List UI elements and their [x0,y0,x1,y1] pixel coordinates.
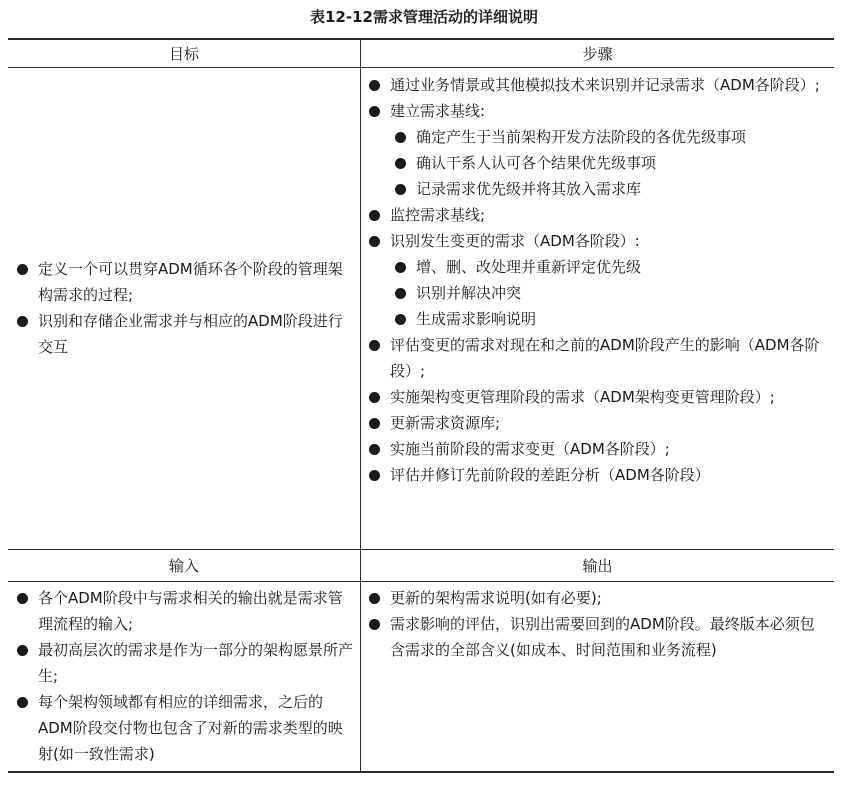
sub-list-item: 记录需求优先级并将其放入需求库 [366,176,828,202]
list-item: 各个ADM阶段中与需求相关的输出就是需求管理流程的输入; [14,585,356,637]
list-item: 更新的架构需求说明(如有必要); [366,585,828,611]
table-top-rule [8,38,834,40]
list-item: 识别发生变更的需求（ADM各阶段）: [366,228,828,254]
bullet-icon [369,80,380,91]
bullet-icon [395,262,406,273]
bullet-icon [369,418,380,429]
list-item: 每个架构领域都有相应的详细需求，之后的ADM阶段交付物也包含了对新的需求类型的映射(如一致性需求) [14,689,356,767]
outputs-header: 输出 [582,557,613,575]
bullet-icon [369,340,380,351]
bullet-icon [369,444,380,455]
section-rule [8,549,834,550]
list-item: 识别和存储企业需求并与相应的ADM阶段进行交互 [14,308,356,360]
bullet-icon [369,392,380,403]
bullet-icon [17,645,28,656]
inputs-cell [14,585,356,767]
list-item: 监控需求基线; [366,202,828,228]
bullet-icon [17,316,28,327]
bullet-icon [17,264,28,275]
list-item: 评估变更的需求对现在和之前的ADM阶段产生的影响（ADM各阶段）; [366,332,828,384]
table-title: 表12-12需求管理活动的详细说明 [310,8,538,26]
list-item: 定义一个可以贯穿ADM循环各个阶段的管理架构需求的过程; [14,256,356,308]
list-item: 实施架构变更管理阶段的需求（ADM架构变更管理阶段）; [366,384,828,410]
header-rule [8,67,834,68]
bullet-icon [17,593,28,604]
bullet-icon [369,236,380,247]
bullet-icon [369,470,380,481]
bullet-icon [369,210,380,221]
steps-header: 步骤 [582,45,613,63]
list-item: 最初高层次的需求是作为一部分的架构愿景所产生; [14,637,356,689]
list-item: 建立需求基线: [366,98,828,124]
sub-list-item: 识别并解决冲突 [366,280,828,306]
bullet-icon [395,132,406,143]
bullet-icon [395,288,406,299]
subheader-rule [8,581,834,582]
sub-list-item: 确认干系人认可各个结果优先级事项 [366,150,828,176]
sub-list-item: 确定产生于当前架构开发方法阶段的各优先级事项 [366,124,828,150]
outputs-cell [366,585,828,663]
bullet-icon [369,593,380,604]
list-item: 需求影响的评估，识别出需要回到的ADM阶段。最终版本必须包含需求的全部含义(如成本、时间范围和业务流程) [366,611,828,663]
sub-list-item: 生成需求影响说明 [366,306,828,332]
steps-cell [366,72,828,488]
list-item: 评估并修订先前阶段的差距分析（ADM各阶段） [366,462,828,488]
list-item: 更新需求资源库; [366,410,828,436]
sub-list-item: 增、删、改处理并重新评定优先级 [366,254,828,280]
list-item: 实施当前阶段的需求变更（ADM各阶段）; [366,436,828,462]
bullet-icon [369,106,380,117]
list-item: 通过业务情景或其他模拟技术来识别并记录需求（ADM各阶段）; [366,72,828,98]
bullet-icon [395,184,406,195]
inputs-header: 输入 [168,557,199,575]
bullet-icon [17,697,28,708]
column-divider [360,40,361,772]
bullet-icon [395,158,406,169]
bullet-icon [369,619,380,630]
goals-cell [14,256,356,360]
bullet-icon [395,314,406,325]
table-bottom-rule [8,771,834,773]
goals-header: 目标 [168,45,199,63]
